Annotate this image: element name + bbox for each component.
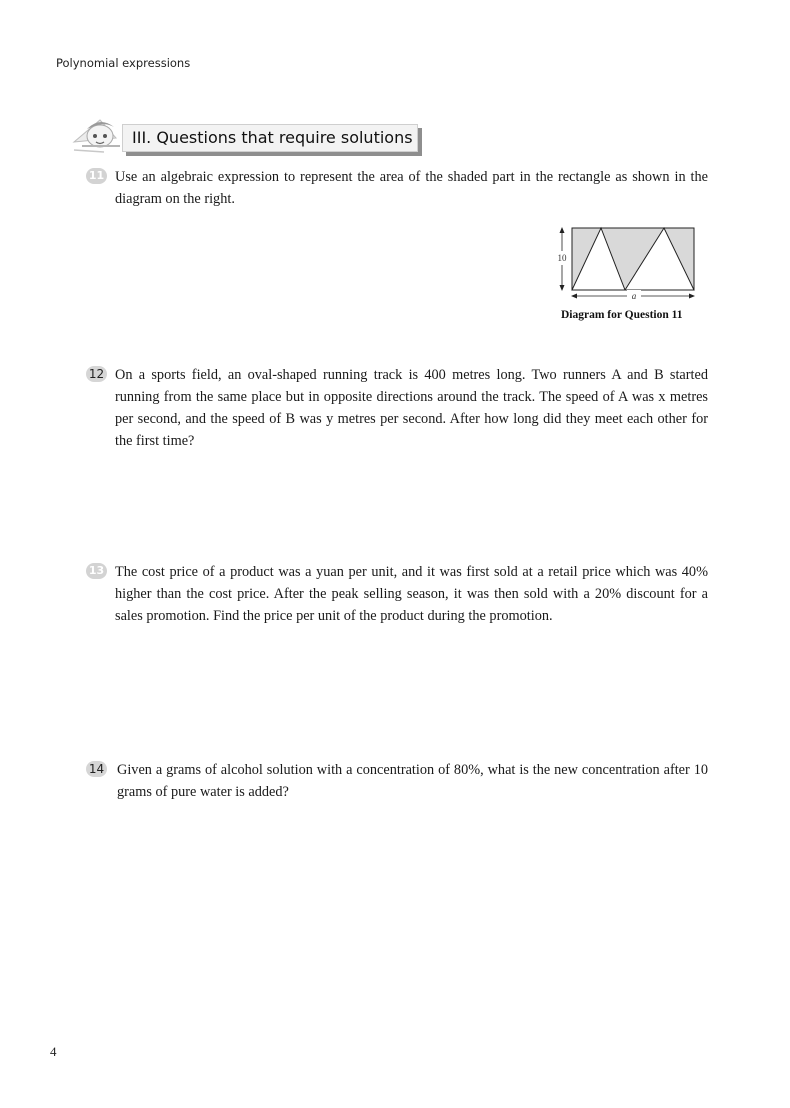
question-13: [86, 561, 708, 627]
running-head: Polynomial expressions: [56, 56, 191, 70]
section-title: III. Questions that require solutions: [122, 124, 418, 152]
question-14: [86, 759, 708, 803]
question-number: 11: [86, 168, 107, 184]
page-number: 4: [50, 1044, 57, 1059]
question-11: [86, 166, 708, 210]
height-label: 10: [557, 253, 567, 263]
question-text: On a sports field, an oval-shaped running track is 400 metres long. Two runners A and B started running from the same place but in opposite directions around the track. The speed of A was x metres per second, and the speed of B was y metres per second. After how long did they meet each other for the first time?: [115, 367, 708, 449]
mascot-icon: [70, 112, 128, 156]
question-number: 14: [86, 761, 107, 777]
question-number: 13: [86, 563, 107, 579]
question-12: [86, 364, 708, 452]
question-11-diagram: [556, 224, 706, 304]
question-number: 12: [86, 366, 107, 382]
question-text: Given a grams of alcohol solution with a concentration of 80%, what is the new concentration after 10 grams of pure water is added?: [117, 762, 708, 800]
diagram-caption: Diagram for Question 11: [561, 309, 683, 321]
question-text: The cost price of a product was a yuan per unit, and it was first sold at a retail price which was 40% higher than the cost price. After the peak selling season, it was then sold with a 20% discount for a sales promotion. Find the price per unit of the product during the promotion.: [115, 564, 708, 624]
question-text: Use an algebraic expression to represent the area of the shaded part in the rectangle as shown in the diagram on the right.: [115, 169, 708, 207]
width-label: a: [631, 291, 637, 301]
